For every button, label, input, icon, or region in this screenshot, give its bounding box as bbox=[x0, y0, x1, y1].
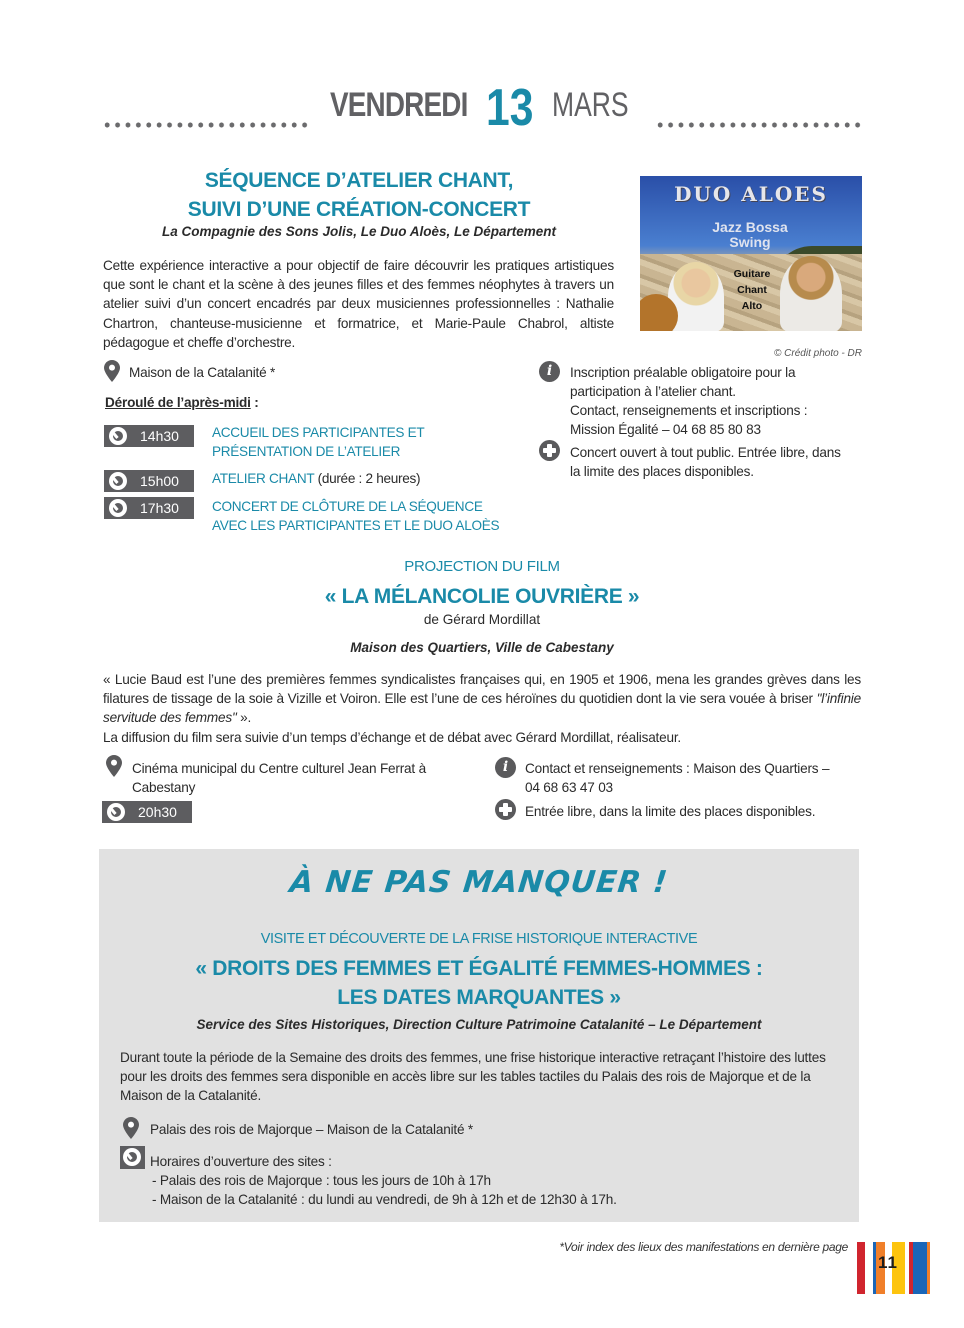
plus-icon bbox=[495, 799, 516, 820]
location-pin-icon bbox=[106, 755, 122, 777]
schedule-item: ACCUEIL DES PARTICIPANTES ET PRÉSENTATION DE L’ATELIER bbox=[212, 425, 425, 459]
highlight-organizers: Service des Sites Historiques, Direction Culture Patrimoine Catalanité – Le Département bbox=[196, 1017, 762, 1032]
film-location: Cinéma municipal du Centre culturel Jean Ferrat à Cabestany bbox=[132, 761, 426, 795]
clock-icon bbox=[109, 499, 127, 517]
highlight-kicker: VISITE ET DÉCOUVERTE DE LA FRISE HISTORIQUE INTERACTIVE bbox=[260, 931, 698, 947]
duo-aloes-photo bbox=[640, 176, 862, 331]
day-heading bbox=[330, 79, 636, 146]
photo-styles: Jazz Bossa Swing bbox=[712, 219, 788, 250]
location-pin-icon bbox=[123, 1117, 139, 1139]
time-badge: 17h30 bbox=[104, 497, 194, 519]
event-kicker: PROJECTION DU FILM bbox=[404, 558, 560, 575]
event-organizers: La Compagnie des Sons Jolis, Le Duo Aloès, Le Département bbox=[161, 224, 557, 239]
clock-icon bbox=[120, 1146, 145, 1169]
photo-title: DUO ALOES bbox=[674, 182, 828, 206]
page-number: 11 bbox=[878, 1253, 898, 1272]
time-badge: 14h30 bbox=[104, 425, 194, 447]
plus-icon bbox=[539, 440, 560, 461]
day-name: VENDREDI bbox=[330, 86, 468, 124]
event-title-line1: SÉQUENCE D’ATELIER CHANT, bbox=[204, 169, 514, 192]
opening-hours: Horaires d’ouverture des sites : - Palais des rois de Majorque : tous les jours de 10h à 17h - Maison de la Catalanité : du lundi au vendredi, de 9h à 12h et de 12h30 à 17h. bbox=[150, 1154, 617, 1207]
photo-instruments: Guitare Chant Alto bbox=[733, 268, 771, 312]
time-badge: 20h30 bbox=[102, 801, 192, 823]
film-title: « LA MÉLANCOLIE OUVRIÈRE » bbox=[324, 585, 640, 608]
schedule-heading: Déroulé de l’après-midi : bbox=[105, 395, 259, 410]
info-icon: i bbox=[539, 361, 560, 382]
clock-icon bbox=[107, 803, 125, 821]
film-access: Entrée libre, dans la limite des places disponibles. bbox=[525, 804, 816, 819]
month-name: MARS bbox=[552, 86, 629, 124]
film-description: « Lucie Baud est l’une des premières femmes syndicalistes françaises qui, en 1905 et 1906, mena les grandes grèves dans les filatures de tissage de la soie à Vizille et Voiron. Elle est l’une de ces héroïnes du quotidien dont la vie sera vouée à briser "l’infinie servitude des femmes" ». La diffusion du film sera suivie d’un temps d’échange et de débat avec Gérard Mordillat, réalisateur. bbox=[103, 672, 861, 745]
schedule-item: ATELIER CHANT (durée : 2 heures) bbox=[212, 471, 421, 486]
highlight-banner: À NE PAS MANQUER ! bbox=[288, 865, 670, 900]
highlight-box bbox=[99, 849, 859, 1222]
musician-right bbox=[780, 256, 842, 331]
access-info: Concert ouvert à tout public. Entrée libre, dans la limite des places disponibles. bbox=[570, 445, 841, 479]
footer-note: *Voir index des lieux des manifestations en dernière page bbox=[559, 1240, 848, 1254]
event-description: Cette expérience interactive a pour objectif de faire découvrir les pratiques artistiques que sont le chant et la scène à des jeunes filles et des femmes néophytes à travers un atelier suivi d’un concert encadrés par deux musiciennes professionnelles : Nathalie Chartron, chanteuse-musicienne et formatrice, et Marie-Paule Chabrol, altiste pédagogue et cheffe d’orchestre. bbox=[103, 258, 614, 350]
highlight-location: Palais des rois de Majorque – Maison de la Catalanité * bbox=[150, 1122, 473, 1137]
dotted-rule-left bbox=[102, 121, 308, 129]
clock-icon bbox=[109, 472, 127, 490]
event-title-line2: SUIVI D’UNE CRÉATION-CONCERT bbox=[187, 198, 531, 221]
info-icon: i bbox=[495, 757, 516, 778]
schedule-item: CONCERT DE CLÔTURE DE LA SÉQUENCE AVEC LES PARTICIPANTES ET LE DUO ALOÈS bbox=[212, 499, 500, 533]
film-contact: Contact et renseignements : Maison des Quartiers – 04 68 63 47 03 bbox=[525, 761, 830, 795]
event-location: Maison de la Catalanité * bbox=[129, 365, 276, 380]
event-title bbox=[102, 166, 616, 224]
film-author: de Gérard Mordillat bbox=[423, 612, 541, 627]
highlight-description: Durant toute la période de la Semaine des droits des femmes, une frise historique interactive retraçant l’histoire des luttes pour les droits des femmes sera disponible en accès libre sur les tables tactiles du Palais des rois de Majorque et de la Maison de la Catalanité. bbox=[120, 1050, 826, 1104]
time-badge: 15h00 bbox=[104, 470, 194, 492]
highlight-title: « DROITS DES FEMMES ET ÉGALITÉ FEMMES-HOMMES : LES DATES MARQUANTES » bbox=[195, 957, 763, 1009]
film-organizers: Maison des Quartiers, Ville de Cabestany bbox=[350, 640, 614, 655]
registration-info: Inscription préalable obligatoire pour la participation à l’atelier chant. Contact, renseignements et inscriptions : Mission Égalité – 04 68 85 80 83 bbox=[570, 365, 808, 437]
clock-icon bbox=[109, 427, 127, 445]
location-pin-icon bbox=[104, 360, 120, 382]
photo-credit: © Crédit photo - DR bbox=[774, 348, 862, 359]
dotted-rule-right bbox=[655, 121, 863, 129]
day-number: 13 bbox=[486, 79, 534, 137]
